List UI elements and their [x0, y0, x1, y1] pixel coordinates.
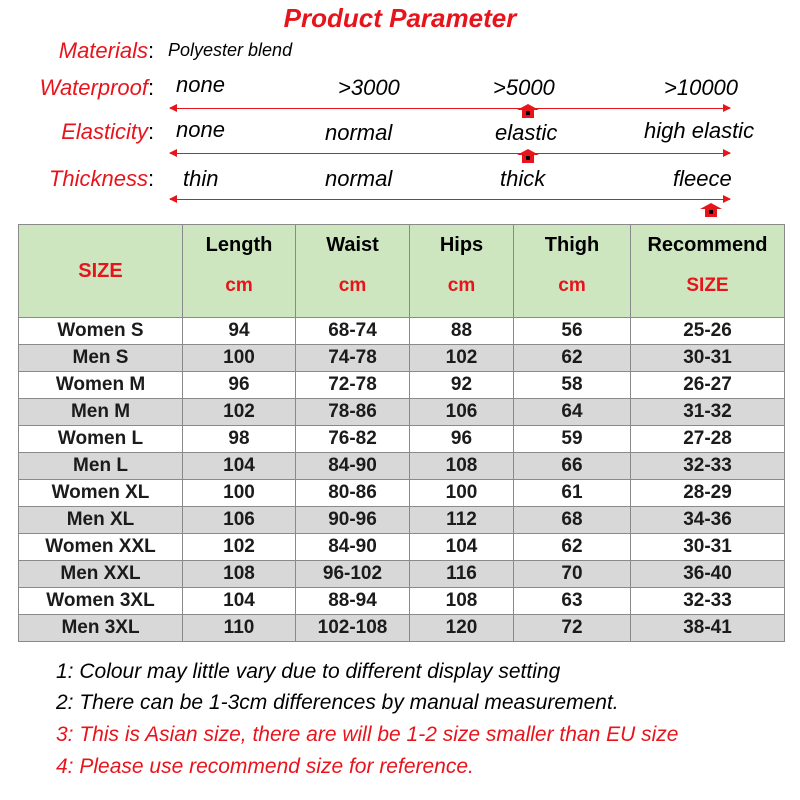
table-row — [19, 480, 785, 507]
elasticity-level-2: normal — [325, 120, 393, 145]
size-cell: Women XXL — [19, 534, 183, 561]
size-chart-table — [18, 224, 785, 642]
recommend-cell: 28-29 — [631, 480, 785, 507]
hips-cell: 100 — [410, 480, 514, 507]
thickness-scale-arrow — [170, 199, 730, 200]
elasticity-colon: : — [148, 119, 155, 144]
size-column-header: SIZE — [19, 225, 183, 318]
thickness-level-1: thin — [183, 166, 219, 191]
table-row — [19, 615, 785, 642]
recommend-cell: 25-26 — [631, 318, 785, 345]
table-row — [19, 534, 785, 561]
hips-cell: 112 — [410, 507, 514, 534]
length-column-header: Length cm — [183, 225, 296, 318]
waterproof-selected-marker-icon — [517, 104, 539, 118]
materials-colon: : — [148, 38, 155, 63]
size-cell: Women M — [19, 372, 183, 399]
recommend-cell: 32-33 — [631, 588, 785, 615]
table-row — [19, 507, 785, 534]
thickness-level-4: fleece — [673, 166, 732, 191]
thigh-column-header: Thigh cm — [514, 225, 631, 318]
hips-cell: 102 — [410, 345, 514, 372]
elasticity-level-1: none — [176, 117, 225, 142]
hips-column-header: Hips cm — [410, 225, 514, 318]
waist-cell: 72-78 — [296, 372, 410, 399]
thickness-selected-marker-icon — [700, 203, 722, 217]
thigh-cell: 59 — [514, 426, 631, 453]
elasticity-selected-marker-icon — [517, 149, 539, 163]
length-cell: 96 — [183, 372, 296, 399]
size-cell: Women L — [19, 426, 183, 453]
table-row — [19, 318, 785, 345]
thigh-cell: 68 — [514, 507, 631, 534]
waist-cell: 80-86 — [296, 480, 410, 507]
thigh-cell: 64 — [514, 399, 631, 426]
hips-cell: 96 — [410, 426, 514, 453]
size-cell: Men M — [19, 399, 183, 426]
length-cell: 104 — [183, 453, 296, 480]
length-cell: 104 — [183, 588, 296, 615]
length-cell: 108 — [183, 561, 296, 588]
waist-cell: 102-108 — [296, 615, 410, 642]
waist-cell: 84-90 — [296, 453, 410, 480]
length-cell: 94 — [183, 318, 296, 345]
size-cell: Women S — [19, 318, 183, 345]
waterproof-label: Waterproof — [39, 75, 148, 100]
waist-cell: 68-74 — [296, 318, 410, 345]
elasticity-label: Elasticity — [61, 119, 148, 144]
table-row — [19, 426, 785, 453]
recommend-cell: 38-41 — [631, 615, 785, 642]
hips-cell: 92 — [410, 372, 514, 399]
hips-cell: 108 — [410, 588, 514, 615]
note-4: 4: Please use recommend size for reference. — [56, 755, 474, 778]
waist-cell: 74-78 — [296, 345, 410, 372]
size-cell: Men XXL — [19, 561, 183, 588]
recommend-cell: 30-31 — [631, 345, 785, 372]
elasticity-scale-arrow — [170, 153, 730, 154]
length-cell: 110 — [183, 615, 296, 642]
size-cell: Women 3XL — [19, 588, 183, 615]
table-row — [19, 561, 785, 588]
note-2: 2: There can be 1-3cm differences by manual measurement. — [56, 691, 619, 714]
hips-cell: 106 — [410, 399, 514, 426]
recommend-cell: 36-40 — [631, 561, 785, 588]
waist-column-header: Waist cm — [296, 225, 410, 318]
table-header-row — [19, 225, 785, 318]
waterproof-level-2: >3000 — [338, 75, 400, 100]
materials-value: Polyester blend — [168, 40, 293, 60]
thickness-colon: : — [148, 166, 155, 191]
thigh-cell: 70 — [514, 561, 631, 588]
thigh-cell: 56 — [514, 318, 631, 345]
waist-cell: 96-102 — [296, 561, 410, 588]
thigh-cell: 63 — [514, 588, 631, 615]
length-cell: 102 — [183, 399, 296, 426]
recommend-cell: 31-32 — [631, 399, 785, 426]
waist-cell: 76-82 — [296, 426, 410, 453]
thickness-level-2: normal — [325, 166, 393, 191]
hips-cell: 104 — [410, 534, 514, 561]
recommend-cell: 32-33 — [631, 453, 785, 480]
materials-label: Materials — [58, 38, 148, 63]
length-cell: 98 — [183, 426, 296, 453]
size-cell: Men 3XL — [19, 615, 183, 642]
size-cell: Women XL — [19, 480, 183, 507]
hips-cell: 108 — [410, 453, 514, 480]
table-row — [19, 453, 785, 480]
note-1: 1: Colour may little vary due to different display setting — [56, 660, 561, 683]
recommend-column-header: Recommend SIZE — [631, 225, 785, 318]
length-cell: 102 — [183, 534, 296, 561]
thigh-cell: 66 — [514, 453, 631, 480]
thigh-cell: 72 — [514, 615, 631, 642]
hips-cell: 88 — [410, 318, 514, 345]
size-cell: Men S — [19, 345, 183, 372]
table-row — [19, 588, 785, 615]
thickness-label: Thickness — [48, 166, 148, 191]
thickness-level-3: thick — [500, 166, 546, 191]
recommend-cell: 26-27 — [631, 372, 785, 399]
waterproof-level-4: >10000 — [664, 75, 739, 100]
waterproof-colon: : — [148, 75, 155, 100]
thigh-cell: 62 — [514, 534, 631, 561]
recommend-cell: 30-31 — [631, 534, 785, 561]
elasticity-level-3: elastic — [495, 120, 558, 145]
recommend-cell: 27-28 — [631, 426, 785, 453]
waterproof-scale-arrow — [170, 108, 730, 109]
note-3: 3: This is Asian size, there are will be 1-2 size smaller than EU size — [56, 723, 679, 746]
length-cell: 100 — [183, 345, 296, 372]
waist-cell: 78-86 — [296, 399, 410, 426]
table-row — [19, 399, 785, 426]
thigh-cell: 58 — [514, 372, 631, 399]
size-cell: Men L — [19, 453, 183, 480]
thigh-cell: 61 — [514, 480, 631, 507]
page-title: Product Parameter — [283, 3, 517, 33]
waist-cell: 88-94 — [296, 588, 410, 615]
waist-cell: 84-90 — [296, 534, 410, 561]
table-row — [19, 345, 785, 372]
length-cell: 100 — [183, 480, 296, 507]
thigh-cell: 62 — [514, 345, 631, 372]
waterproof-level-3: >5000 — [493, 75, 555, 100]
length-cell: 106 — [183, 507, 296, 534]
recommend-cell: 34-36 — [631, 507, 785, 534]
size-cell: Men XL — [19, 507, 183, 534]
elasticity-level-4: high elastic — [644, 118, 755, 143]
waist-cell: 90-96 — [296, 507, 410, 534]
waterproof-level-1: none — [176, 72, 225, 97]
hips-cell: 116 — [410, 561, 514, 588]
hips-cell: 120 — [410, 615, 514, 642]
table-row — [19, 372, 785, 399]
